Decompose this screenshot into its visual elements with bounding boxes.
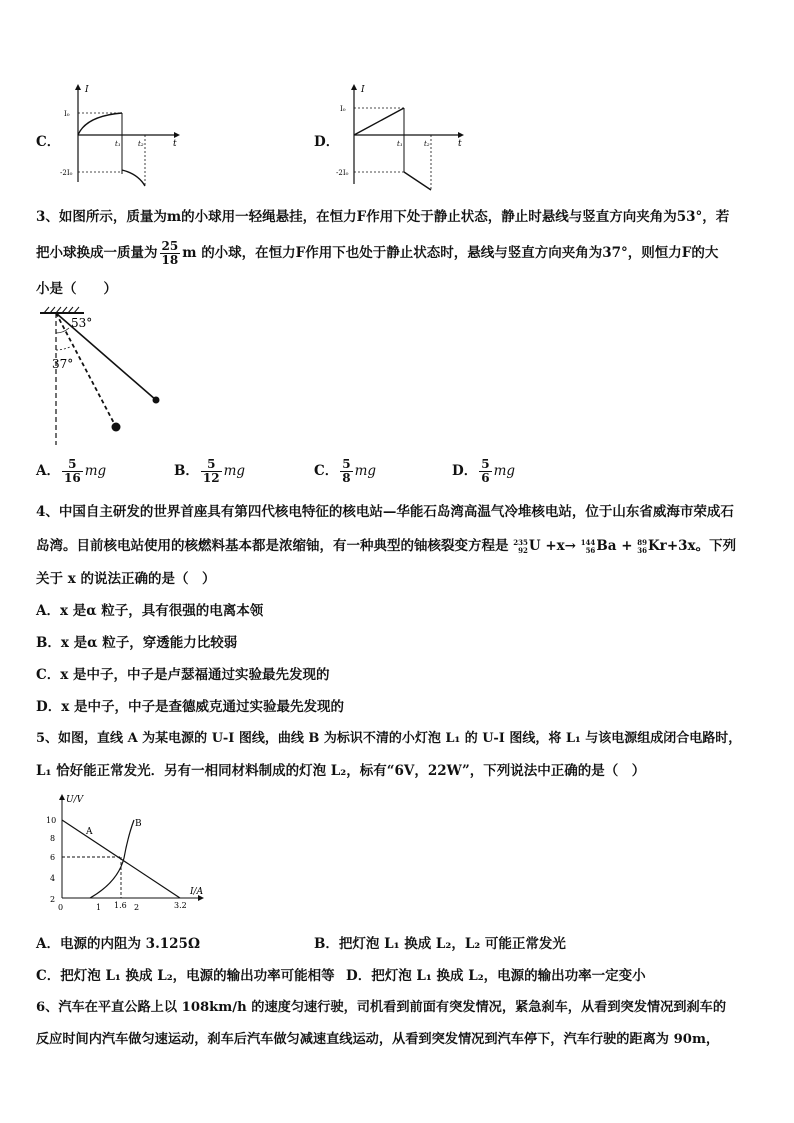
graph-d-neg-label: -2I₀ [336, 169, 349, 177]
q4-option-a: A．x 是α 粒子，具有很强的电离本领 [36, 603, 264, 619]
q4-option-b: B．x 是α 粒子，穿透能力比较弱 [36, 635, 238, 651]
q5-y-axis-label: U/V [66, 795, 84, 805]
graph-d-x-label: t [458, 139, 462, 149]
graph-c-t2-label: t₂ [138, 140, 144, 148]
q5-ytick-10: 10 [46, 816, 57, 825]
q3-option-c: C． $\frac{5}{8}$ mg [314, 457, 377, 485]
graph-d-t2-label: t₂ [424, 140, 430, 148]
q5-xtick-1: 1 [96, 903, 102, 912]
q5-option-b: B．把灯泡 L₁ 换成 L₂，L₂ 可能正常发光 [314, 936, 566, 952]
graph-option-c [58, 82, 188, 194]
q5-option-a: A．电源的内阻为 3.125Ω [36, 936, 200, 952]
q5-line-a-label: A [86, 827, 93, 837]
q5-x-axis-label: I/A [190, 887, 204, 897]
graph-c-x-label: t [173, 139, 177, 149]
q5-line1: 5、如图，直线 A 为某电源的 U-I 图线，曲线 B 为标识不清的小灯泡 L₁ 的 U-I 图线，将 L₁ 与该电源组成闭合电路时， [36, 731, 742, 746]
q3-line1: 3、如图所示，质量为m的小球用一轻绳悬挂，在恒力F作用下处于静止状态，静止时悬线与竖直方向夹角为53°，若 [36, 209, 730, 225]
q5-xtick-0: 0 [58, 903, 64, 912]
q6-line2: 反应时间内汽车做匀速运动，刹车后汽车做匀减速直线运动，从看到突发情况到汽车停下，汽车行驶的距离为 90m， [36, 1032, 720, 1047]
q3-line3: 小是（ ） [36, 281, 117, 297]
q5-ytick-8: 8 [50, 834, 56, 843]
q5-option-c: C．把灯泡 L₁ 换成 L₂，电源的输出功率可能相等 [36, 968, 335, 984]
q6-line1: 6、汽车在平直公路上以 108km/h 的速度匀速行驶，司机看到前面有突发情况，紧急刹车，从看到突发情况到刹车的 [36, 1000, 727, 1015]
q5-line2: L₁ 恰好能正常发光．另有一相同材料制成的灯泡 L₂，标有“6V，22W”，下列说法中正确的是（ ） [36, 763, 646, 779]
q5-ytick-6: 6 [50, 853, 56, 862]
q3-angle-53: 53° [71, 316, 93, 330]
q5-xtick-3-2: 3.2 [174, 901, 187, 910]
option-c-label: C． [36, 134, 61, 150]
graph-c-i0-label: I₀ [64, 110, 70, 118]
q3-line2: 把小球换成一质量为 $\frac{25}{18}$ m 的小球，在恒力F作用下也处于静止状态时，悬线与竖直方向夹角为37°，则恒力F的大 [36, 239, 719, 267]
q4-option-c: C．x 是中子，中子是卢瑟福通过实验最先发现的 [36, 667, 330, 683]
q5-option-d: D．把灯泡 L₁ 换成 L₂，电源的输出功率一定变小 [346, 968, 646, 984]
q5-curve-b-label: B [135, 819, 142, 829]
q3-figure [36, 305, 176, 450]
q4-option-d: D．x 是中子，中子是查德威克通过实验最先发现的 [36, 699, 344, 715]
q5-xtick-1-6: 1.6 [114, 901, 127, 910]
graph-c-t1-label: t₁ [115, 140, 121, 148]
graph-option-d [334, 82, 474, 194]
graph-d-t1-label: t₁ [397, 140, 403, 148]
q3-option-d: D． $\frac{5}{6}$ mg [452, 457, 516, 485]
graph-c-y-label: I [85, 85, 89, 95]
graph-c-neg-label: -2I₀ [60, 169, 73, 177]
graph-d-y-label: I [361, 85, 365, 95]
q3-option-b: B． $\frac{5}{12}$ mg [174, 457, 246, 485]
q5-xtick-2: 2 [134, 903, 140, 912]
q3-option-a: A． $\frac{5}{16}$ mg [36, 457, 107, 485]
graph-d-i0-label: I₀ [340, 105, 346, 113]
q5-ytick-4: 4 [50, 874, 56, 883]
q4-line3: 关于 x 的说法正确的是（ ） [36, 571, 216, 587]
q3-angle-37: 37° [52, 357, 74, 371]
q4-line2: 岛湾。目前核电站使用的核燃料基本都是浓缩铀，有一种典型的铀核裂变方程是 235 92U +x→ 144 56Ba + 89 36Kr+3x。下列 [36, 537, 737, 555]
q4-line1: 4、中国自主研发的世界首座具有第四代核电特征的核电站—华能石岛湾高温气冷堆核电站，位于山东省威海市荣成石 [36, 504, 734, 520]
q5-ui-graph [40, 790, 210, 915]
option-d-label: D． [314, 134, 340, 150]
q5-ytick-2: 2 [50, 895, 56, 904]
